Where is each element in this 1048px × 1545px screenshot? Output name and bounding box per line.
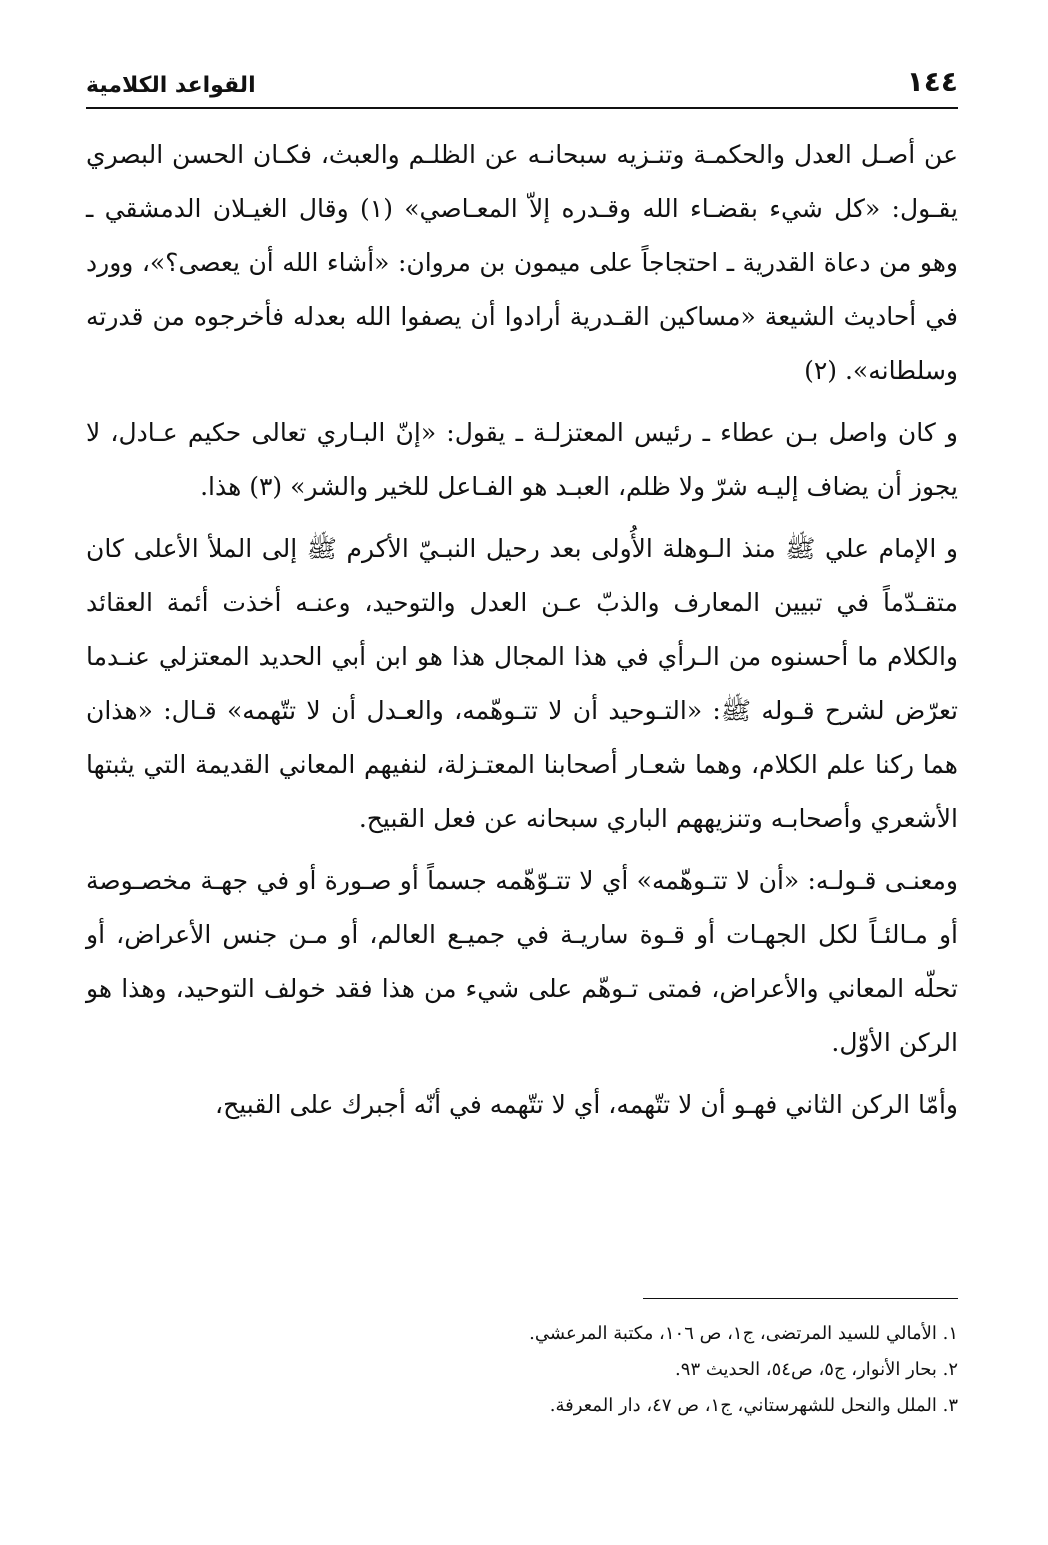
paragraph-1: عن أصـل العدل والحكمـة وتنـزيه سبحانـه عن الظلـم والعبث، فكـان الحسن البصري يقـول: «كل شيء بقضـاء الله وقـدره إلاّ المعـاصي» (١) وقال الغيـلان الدمشقي ـ وهو من دعاة القدرية ـ احتجاجاً على ميمون بن مروان: «أشاء الله أن يعصى؟»، وورد في أحاديث الشيعة «مساكين القـدرية أرادوا أن يصفوا الله بعدله فأخرجوه من قدرته وسلطانه». (٢) [86,140,958,385]
paragraph-3: و الإمام علي ﷺ منذ الـوهلة الأُولى بعد رحيل النبـيّ الأكرم ﷺ إلى الملأ الأعلى كان متقـدّماً في تبيين المعارف والذبّ عـن العدل والتوحيد، وعنـه أخذت أئمة العقائد والكلام ما أحسنوه من الـرأي في هذا المجال هذا هو ابن أبي الحديد المعتزلي عنـدما تعرّض لشرح قـوله ﷺ: «التـوحيد أن لا تتـوهّمه، والعـدل أن لا تتّهمه» قـال: «هذان هما ركنا علم الكلام، وهما شعـار أصحابنا المعتـزلة، لنفيهم المعاني القديمة التي يثبتها الأشعري وأصحابـه وتنزيههم الباري سبحانه عن فعل القبيح. [86,534,958,833]
footnote-divider [643,1298,958,1299]
footnote-1: ١. الأمالي للسيد المرتضى، ج١، ص ١٠٦، مكتبة المرعشي. [529,1323,958,1344]
footnote-3: ٣. الملل والنحل للشهرستاني، ج١، ص ٤٧، دار المعرفة. [549,1395,958,1416]
header-divider [86,107,958,109]
paragraph-2: و كان واصل بـن عطاء ـ رئيس المعتزلـة ـ يقول: «إنّ البـاري تعالى حكيم عـادل، لا يجوز أن يضاف إليـه شرّ ولا ظلم، العبـد هو الفـاعل للخير والشر» (٣) هذا. [86,418,958,501]
book-title: القواعد الكلامية [86,73,256,98]
paragraph-4: ومعنـى قـولـه: «أن لا تتـوهّمه» أي لا تتـوّهّمه جسماً أو صـورة أو في جهـة مخصـوصة أو مـالئـاً لكل الجهـات أو قـوة ساريـة في جميـع العالم، أو مـن جنس الأعراض، أو تحلّه المعاني والأعراض، فمتى تـوهّم على شيء من هذا فقد خولف التوحيد، وهذا هو الركن الأوّل. [86,866,958,1057]
footnote-2: ٢. بحار الأنوار، ج٥، ص٥٤، الحديث ٩٣. [675,1359,958,1380]
footnotes [86,1316,958,1424]
paragraph-5: وأمّا الركن الثاني فهـو أن لا تتّهمه، أي لا تتّهمه في أنّه أجبرك على القبيح، [215,1090,958,1119]
running-header [86,58,958,98]
main-text [86,128,958,1140]
page-number: ١٤٤ [906,65,958,98]
